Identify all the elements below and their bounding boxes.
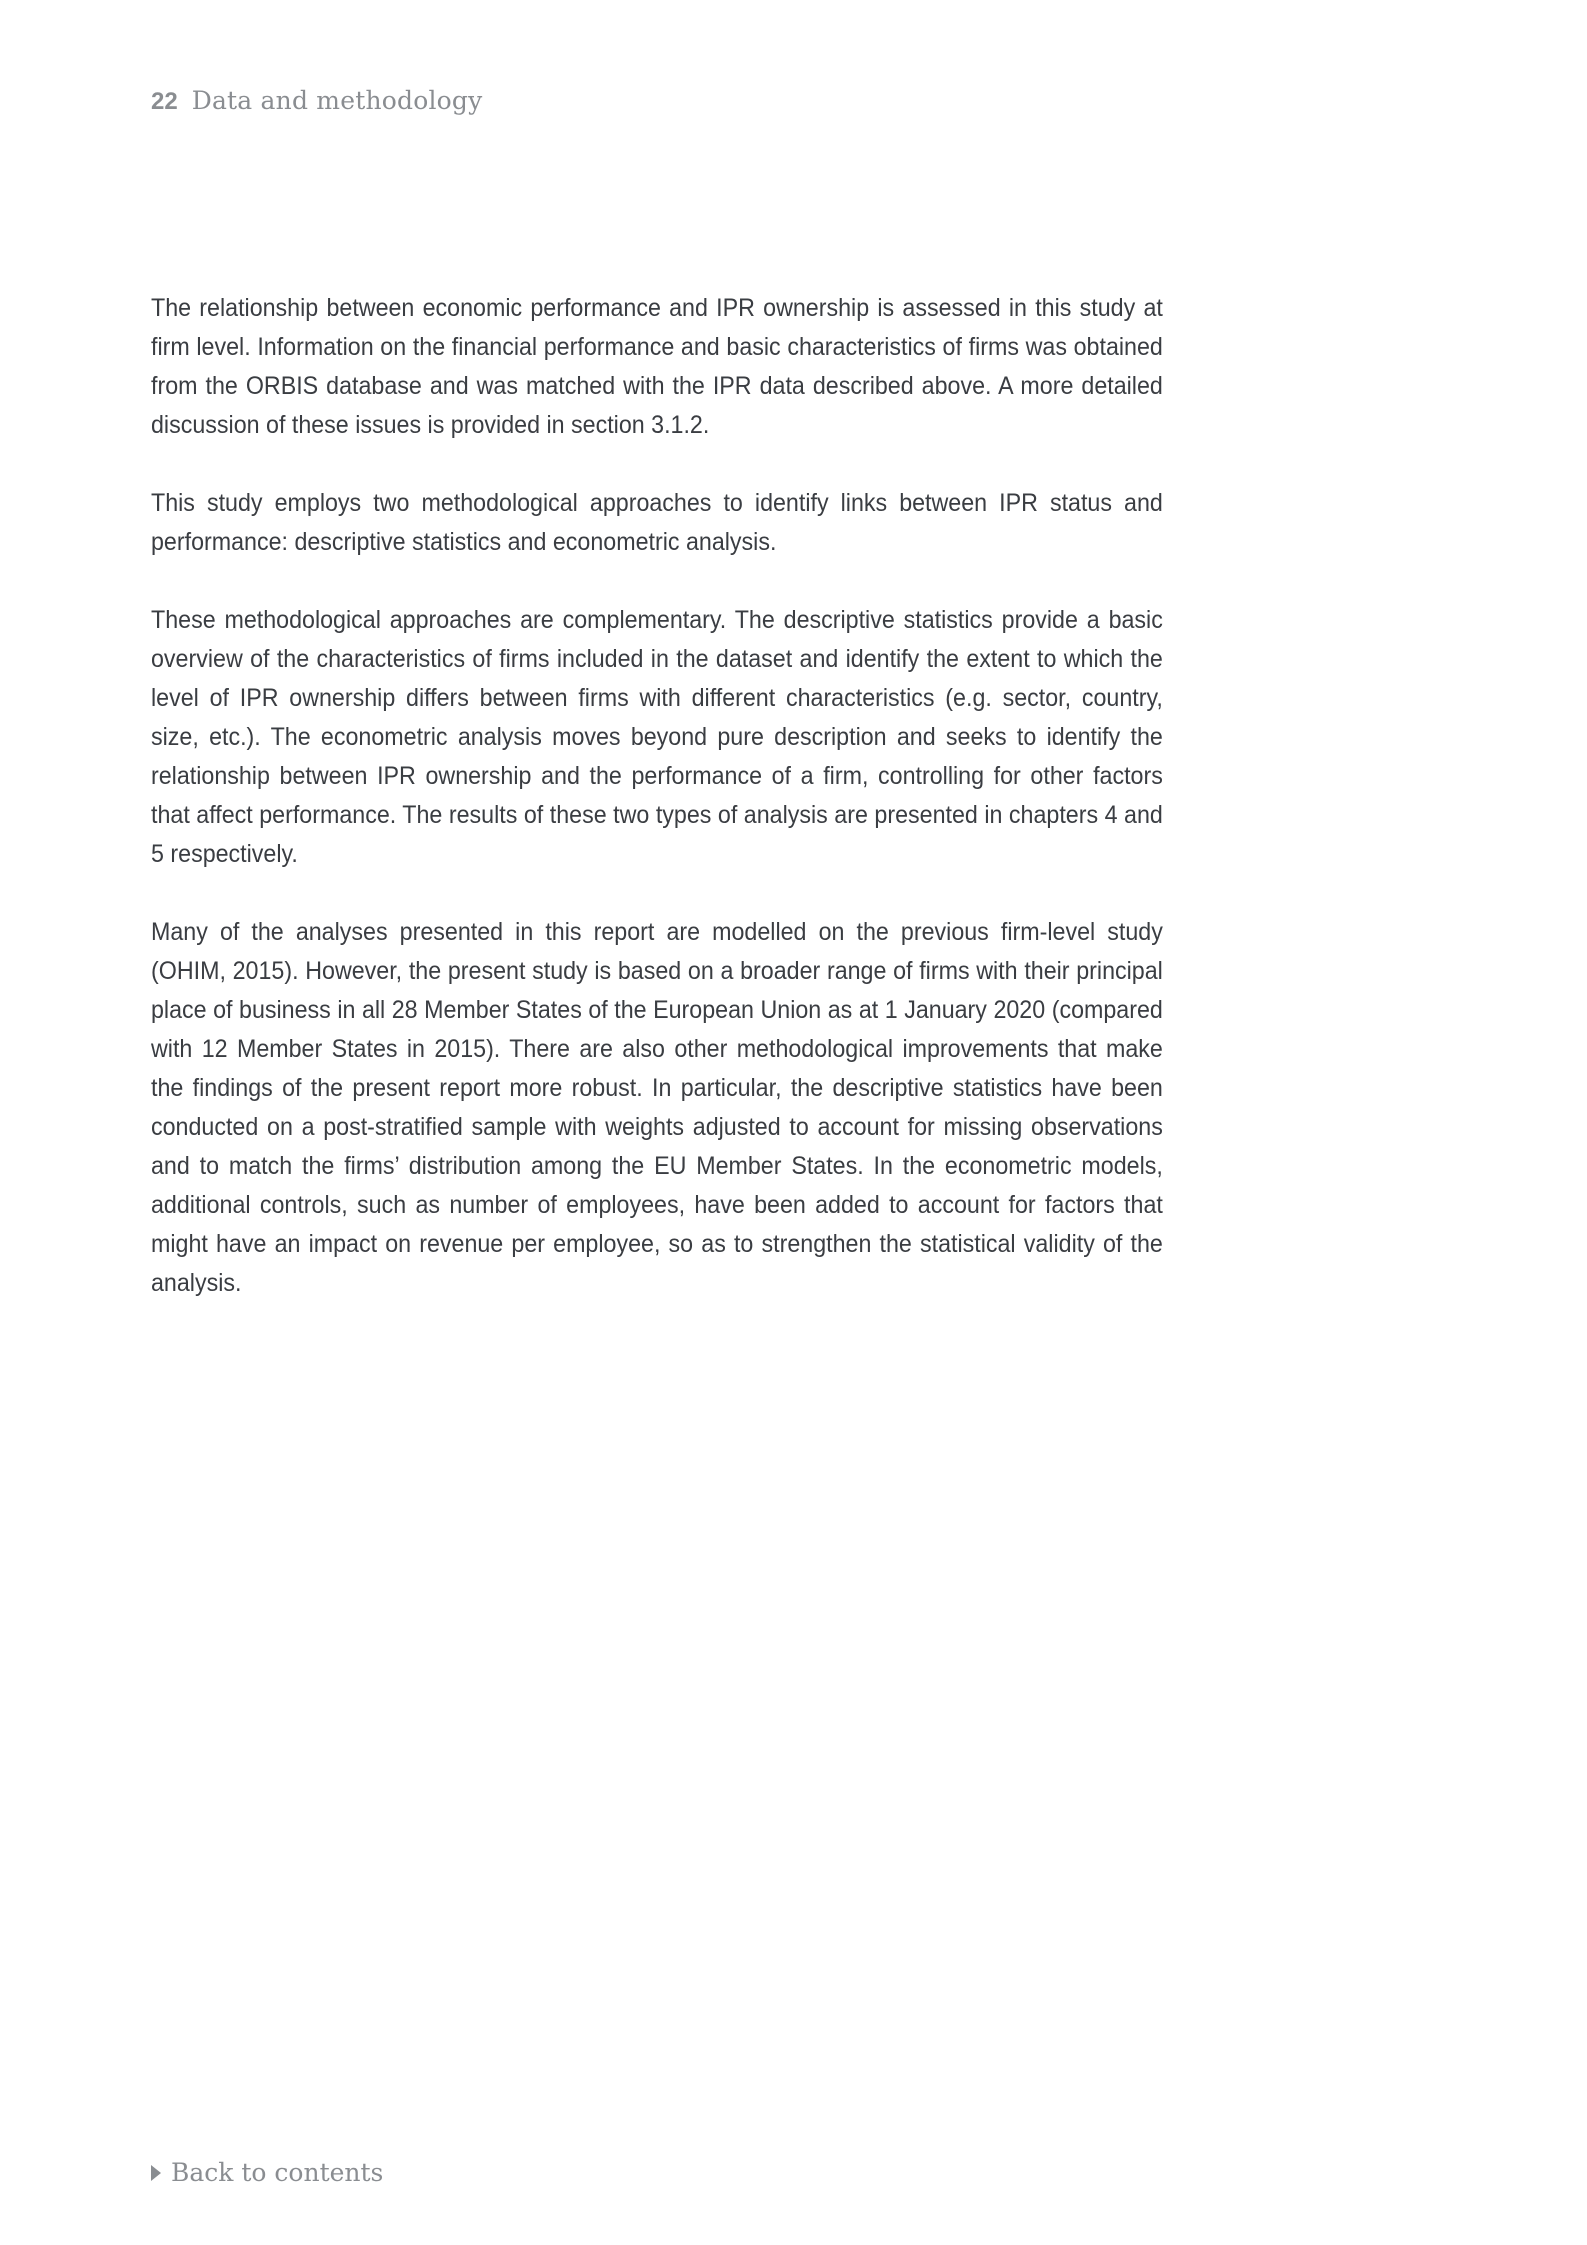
back-to-contents-label: Back to contents: [171, 2158, 384, 2187]
back-to-contents-link[interactable]: [151, 2158, 383, 2187]
triangle-right-icon: [151, 2165, 161, 2181]
body-text: [151, 289, 1163, 1342]
paragraph: Many of the analyses presented in this report are modelled on the previous firm-level study (OHIM, 2015). However, the present study is based on a broader range of firms with their principal place of business in all 28 Member States of the European Union as at 1 January 2020 (compared with 12 Member States in 2015). There are also other methodological improvements that make the findings of the present report more robust. In particular, the descriptive statistics have been conducted on a post-stratified sample with weights adjusted to account for missing observations and to match the firms’ distribution among the EU Member States. In the econometric models, additional controls, such as number of employees, have been added to account for factors that might have an impact on revenue per employee, so as to strengthen the statistical validity of the analysis.: [151, 918, 1163, 1297]
paragraph: This study employs two methodological approaches to identify links between IPR status and performance: descriptive statistics and econometric analysis.: [151, 489, 1163, 556]
page-number: 22: [151, 88, 178, 115]
paragraph: The relationship between economic performance and IPR ownership is assessed in this study at firm level. Information on the financial performance and basic characteristics of firms was obtained from the ORBIS database and was matched with the IPR data described above. A more detailed discussion of these issues is provided in section 3.1.2.: [151, 294, 1163, 439]
page-header: [151, 86, 482, 126]
section-title: Data and methodology: [191, 86, 483, 115]
paragraph: These methodological approaches are complementary. The descriptive statistics provide a basic overview of the characteristics of firms included in the dataset and identify the extent to which the level of IPR ownership differs between firms with different characteristics (e.g. sector, country, size, etc.). The econometric analysis moves beyond pure description and seeks to identify the relationship between IPR ownership and the performance of a firm, controlling for other factors that affect performance. The results of these two types of analysis are presented in chapters 4 and 5 respectively.: [151, 606, 1163, 868]
